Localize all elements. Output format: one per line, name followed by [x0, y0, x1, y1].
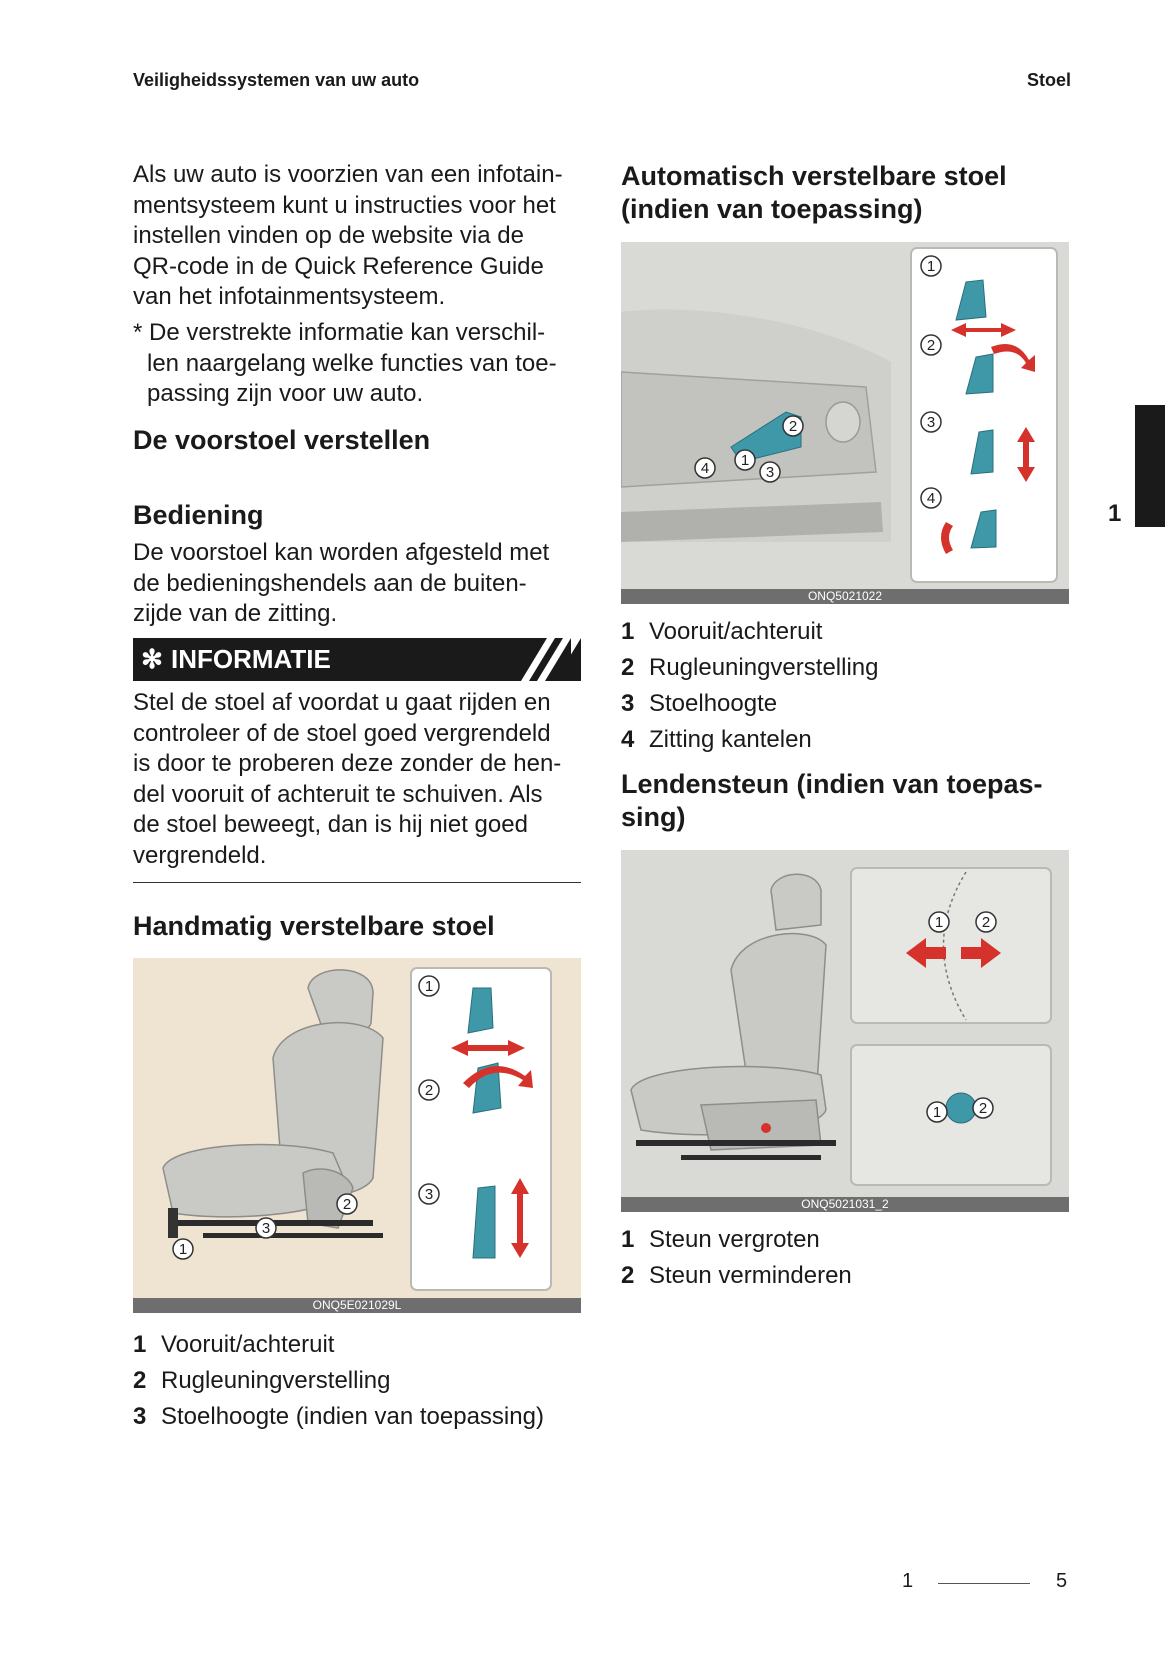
lumbar-list-item — [621, 1261, 852, 1291]
auto-seat-illustration — [621, 242, 1069, 590]
item-number: 1 — [621, 1226, 635, 1253]
item-number: 3 — [621, 690, 635, 717]
marker-2: 2 — [342, 1196, 352, 1213]
info-box-header — [133, 638, 581, 681]
lumbar-title — [621, 768, 1043, 834]
info-line: controleer of de stoel goed vergrendeld — [133, 719, 551, 747]
running-header-left: Veiligheidssystemen van uw auto — [133, 70, 420, 90]
item-label: Stoelhoogte (indien van toepassing) — [161, 1403, 544, 1430]
manual-figure-code: ONQ5E021029L — [133, 1298, 581, 1313]
running-header-right: Stoel — [1026, 70, 1071, 90]
stripes-decoration-icon — [501, 638, 581, 681]
marker-1: 1 — [932, 1104, 942, 1121]
item-label: Vooruit/achteruit — [649, 618, 823, 645]
info-line: Stel de stoel af voordat u gaat rijden en — [133, 689, 551, 716]
auto-seat-figure — [621, 242, 1069, 590]
manual-list-item — [133, 1366, 390, 1396]
item-label: Stoelhoogte — [649, 690, 778, 717]
manual-seat-title: Handmatig verstelbare stoel — [133, 911, 495, 941]
item-label: Steun vergroten — [649, 1226, 820, 1253]
auto-list-item — [621, 617, 822, 647]
bediening-line: de bedieningshendels aan de buiten- — [133, 569, 527, 597]
item-number: 2 — [621, 1262, 635, 1289]
auto-seat-title — [621, 160, 1007, 226]
item-number: 3 — [133, 1403, 147, 1430]
auto-title-line: (indien van toepassing) — [621, 194, 923, 224]
bediening-line: zijde van de zitting. — [133, 600, 338, 627]
bediening-line: De voorstoel kan worden afgesteld met — [133, 539, 550, 566]
info-box-bottom-rule — [133, 882, 581, 883]
auto-list-item — [621, 725, 812, 755]
footnote-line: passing zijn voor uw auto. — [147, 380, 424, 407]
footer-page-number: 5 — [1056, 1570, 1068, 1592]
auto-list-item — [621, 689, 777, 719]
footnote — [133, 318, 593, 410]
info-line: is door te proberen deze zonder de hen- — [133, 750, 562, 777]
marker-1: 1 — [934, 914, 944, 931]
marker-1: 1 — [424, 978, 434, 995]
info-paragraph — [133, 688, 593, 871]
item-number: 2 — [621, 654, 635, 681]
lumbar-figure — [621, 850, 1069, 1199]
footer-chapter: 1 — [902, 1570, 914, 1592]
asterisk-icon: ✻ — [141, 644, 163, 674]
marker-1: 1 — [926, 258, 936, 275]
chapter-tab — [1135, 405, 1165, 527]
manual-seat-figure — [133, 958, 581, 1307]
item-number: 2 — [133, 1367, 147, 1394]
marker-1: 1 — [740, 452, 750, 469]
marker-3: 3 — [261, 1220, 271, 1237]
marker-2: 2 — [981, 914, 991, 931]
marker-2: 2 — [788, 418, 798, 435]
chapter-number: 1 — [1108, 500, 1122, 527]
auto-list-item — [621, 653, 878, 683]
auto-title-line: Automatisch verstelbare stoel — [621, 161, 1007, 191]
marker-2: 2 — [424, 1082, 434, 1099]
manual-list-item — [133, 1402, 544, 1432]
info-title: INFORMATIE — [171, 644, 331, 674]
intro-line: Als uw auto is voorzien van een infotain- — [133, 161, 563, 188]
item-number: 1 — [133, 1331, 147, 1358]
item-label: Steun verminderen — [649, 1262, 852, 1289]
lumbar-title-line: sing) — [621, 802, 686, 832]
marker-3: 3 — [926, 414, 936, 431]
marker-2: 2 — [926, 337, 936, 354]
lumbar-list-item — [621, 1225, 820, 1255]
subsection-title: Bediening — [133, 500, 264, 530]
footnote-line: * De verstrekte informatie kan verschil- — [133, 319, 546, 346]
manual-seat-illustration — [133, 958, 581, 1307]
item-label: Rugleuningverstelling — [649, 654, 879, 681]
info-line: de stoel beweegt, dan is hij niet goed — [133, 811, 528, 838]
marker-4: 4 — [700, 460, 710, 477]
info-line: del vooruit of achteruit te schuiven. Als — [133, 780, 543, 808]
intro-line: QR-code in de Quick Reference Guide — [133, 252, 544, 280]
intro-line: van het infotainmentsysteem. — [133, 283, 446, 310]
intro-paragraph — [133, 160, 593, 313]
marker-2: 2 — [978, 1100, 988, 1117]
section-title: De voorstoel verstellen — [133, 425, 431, 455]
marker-1: 1 — [178, 1241, 188, 1258]
item-number: 4 — [621, 726, 635, 753]
item-label: Zitting kantelen — [649, 726, 812, 753]
marker-4: 4 — [926, 490, 936, 507]
marker-3: 3 — [424, 1186, 434, 1203]
manual-list-item — [133, 1330, 334, 1360]
intro-line: mentsysteem kunt u instructies voor het — [133, 191, 556, 219]
marker-3: 3 — [765, 464, 775, 481]
item-label: Rugleuningverstelling — [161, 1367, 391, 1394]
info-line: vergrendeld. — [133, 841, 267, 869]
lumbar-title-line: Lendensteun (indien van toepas- — [621, 769, 1043, 799]
lumbar-illustration — [621, 850, 1069, 1199]
bediening-paragraph — [133, 538, 593, 630]
footnote-line: len naargelang welke functies van toe- — [147, 349, 557, 377]
lumbar-figure-code: ONQ5021031_2 — [621, 1197, 1069, 1212]
footer-rule — [938, 1583, 1030, 1584]
intro-line: instellen vinden op de website via de — [133, 222, 524, 249]
item-label: Vooruit/achteruit — [161, 1331, 335, 1358]
auto-figure-code: ONQ5021022 — [621, 589, 1069, 604]
item-number: 1 — [621, 618, 635, 645]
